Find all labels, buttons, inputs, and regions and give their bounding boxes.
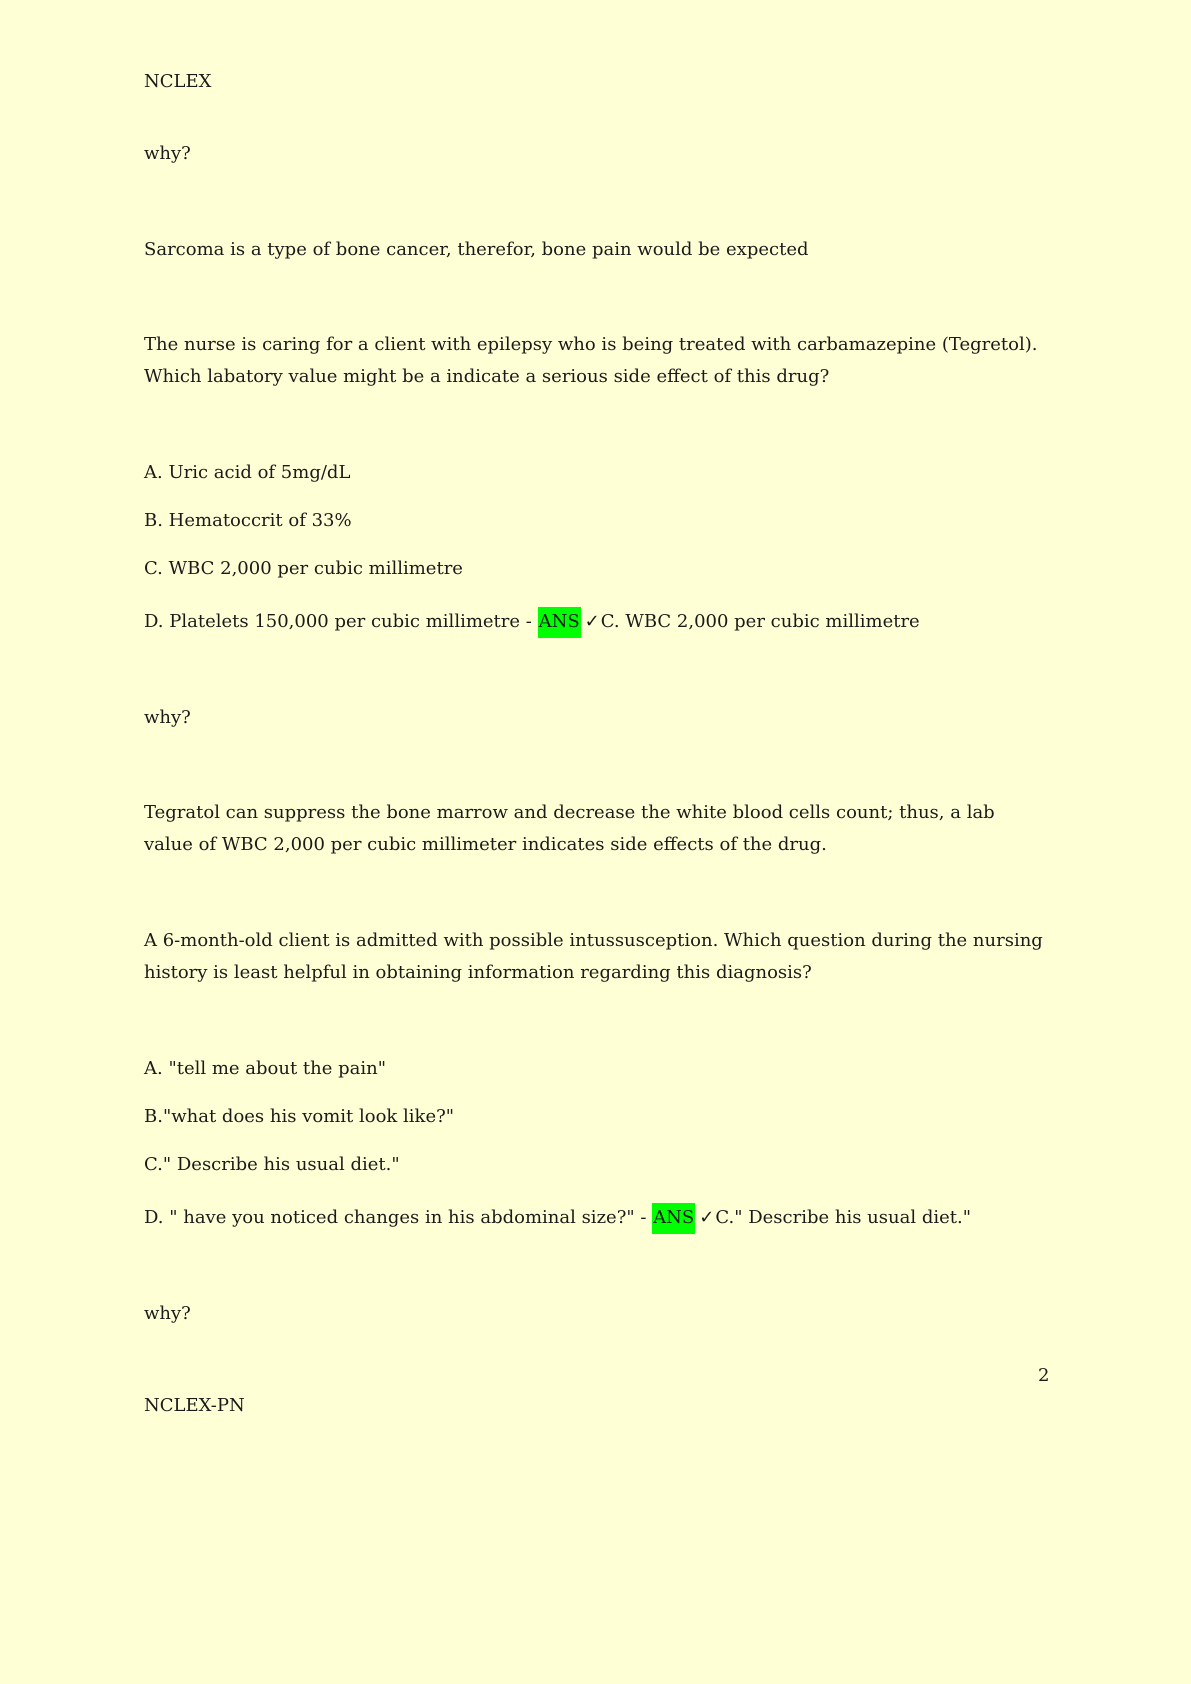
page-number: 2 [1038, 1365, 1050, 1386]
answer-text: C. WBC 2,000 per cubic millimetre [600, 611, 920, 632]
option-b: B."what does his vomit look like?" [144, 1106, 455, 1127]
why-label: why? [144, 1303, 191, 1324]
option-b: B. Hematoccrit of 33% [144, 510, 352, 531]
ans-highlight: ANS [538, 607, 581, 638]
option-a: A. "tell me about the pain" [144, 1058, 387, 1079]
option-d: D. " have you noticed changes in his abdominal size?" - [144, 1207, 647, 1228]
option-d: D. Platelets 150,000 per cubic millimetre - [144, 611, 532, 632]
question-text: The nurse is caring for a client with epilepsy who is being treated with carbamazepine (Tegretol). Which labatory value might be a indicate a serious side effect of this drug? [144, 334, 1038, 387]
check-icon: ✓ [584, 611, 600, 632]
question-text: A 6-month-old client is admitted with possible intussusception. Which question during the nursing history is least helpful in obtaining information regarding this diagnosis? [144, 930, 1043, 983]
option-d-with-answer [144, 610, 920, 634]
page-footer: NCLEX-PN [144, 1395, 245, 1416]
option-d-with-answer [144, 1206, 971, 1230]
answer-text: C." Describe his usual diet." [715, 1207, 971, 1228]
why-label: why? [144, 707, 191, 728]
option-c: C. WBC 2,000 per cubic millimetre [144, 558, 463, 579]
option-c: C." Describe his usual diet." [144, 1154, 400, 1175]
page-header: NCLEX [144, 71, 212, 92]
why-label: why? [144, 143, 191, 164]
check-icon: ✓ [699, 1207, 715, 1228]
explanation-text: Sarcoma is a type of bone cancer, therefor, bone pain would be expected [144, 239, 809, 260]
ans-highlight: ANS [652, 1203, 695, 1234]
option-a: A. Uric acid of 5mg/dL [144, 462, 351, 483]
explanation-text: Tegratol can suppress the bone marrow and decrease the white blood cells count; thus, a lab value of WBC 2,000 per cubic millimeter indicates side effects of the drug. [144, 802, 995, 855]
